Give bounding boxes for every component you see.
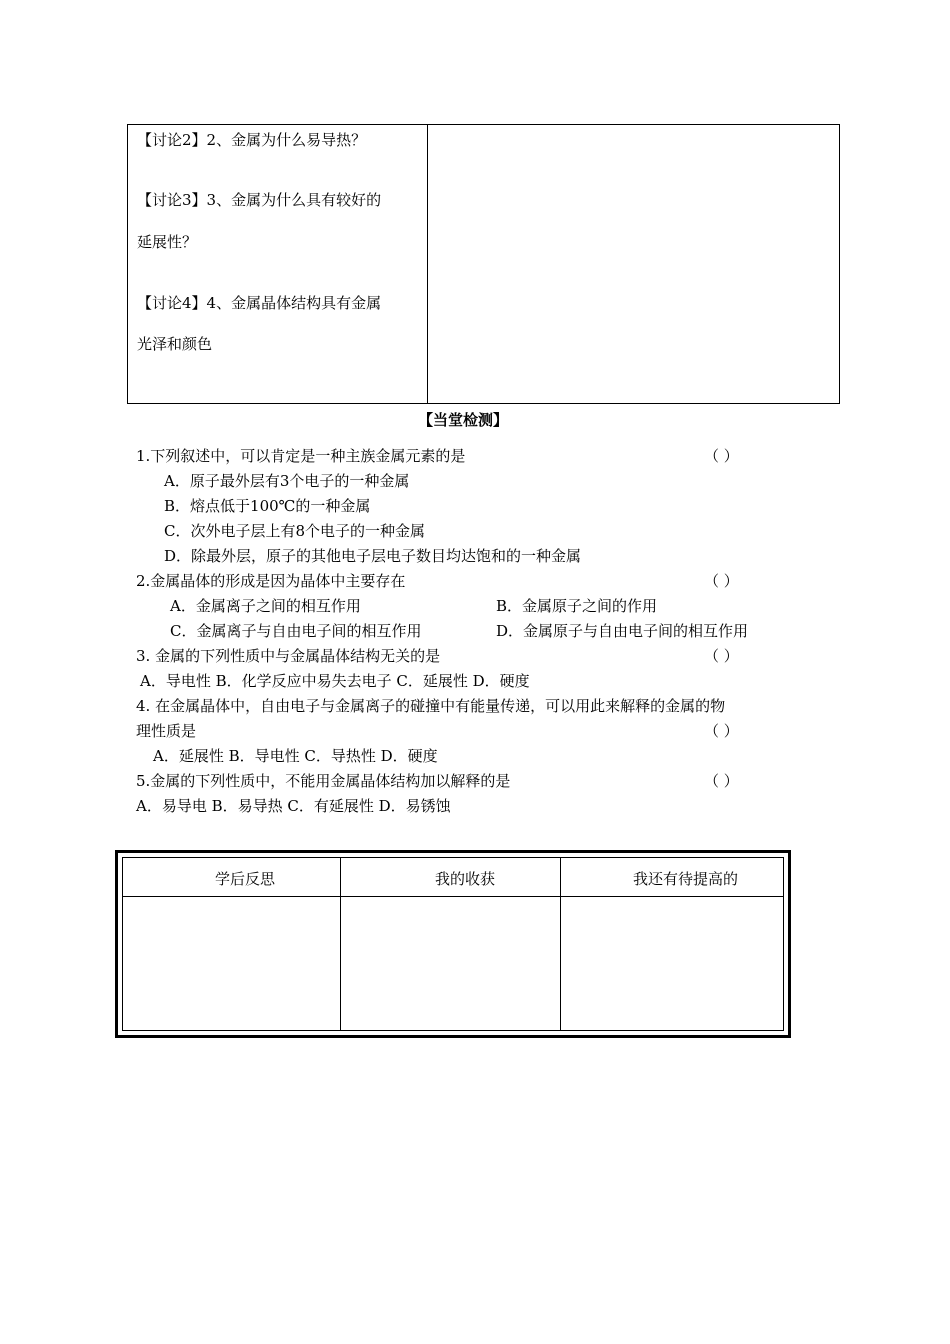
q2-option-a: A．金属离子之间的相互作用 <box>170 597 361 615</box>
discussion-3: 【讨论3】3、金属为什么具有较好的 <box>137 191 382 209</box>
q4-options: A．延展性 B．导电性 C．导热性 D．硬度 <box>153 747 438 765</box>
answer-blank-4: （ ） <box>704 722 739 740</box>
reflection-table-inner <box>122 857 784 1031</box>
q1-option-d: D．除最外层，原子的其他电子层电子数目均达饱和的一种金属 <box>164 547 582 565</box>
answer-blank-5: （ ） <box>704 772 739 790</box>
q2-option-d: D．金属原子与自由电子间的相互作用 <box>496 622 749 640</box>
question-5: 5.金属的下列性质中，不能用金属晶体结构加以解释的是 <box>136 772 511 790</box>
reflection-header-divider <box>123 896 783 897</box>
q2-option-b: B．金属原子之间的作用 <box>496 597 658 615</box>
question-4-cont: 理性质是 <box>136 722 197 740</box>
question-3: 3. 金属的下列性质中与金属晶体结构无关的是 <box>136 647 441 665</box>
header-reflection: 学后反思 <box>215 870 276 888</box>
q1-option-a: A．原子最外层有3个电子的一种金属 <box>164 472 410 490</box>
answer-blank-1: （ ） <box>704 447 739 465</box>
reflection-col-divider-2 <box>560 858 561 1030</box>
discussion-4: 【讨论4】4、金属晶体结构具有金属 <box>137 294 382 312</box>
answer-blank-2: （ ） <box>704 572 739 590</box>
header-gains: 我的收获 <box>435 870 496 888</box>
question-1: 1.下列叙述中，可以肯定是一种主族金属元素的是 <box>136 447 466 465</box>
answer-blank-3: （ ） <box>704 647 739 665</box>
q1-option-c: C．次外电子层上有8个电子的一种金属 <box>164 522 426 540</box>
discussion-table <box>127 124 840 404</box>
question-4: 4. 在金属晶体中，自由电子与金属离子的碰撞中有能量传递，可以用此来解释的金属的物 <box>136 697 726 715</box>
reflection-col-divider-1 <box>340 858 341 1030</box>
question-2: 2.金属晶体的形成是因为晶体中主要存在 <box>136 572 406 590</box>
discussion-4-cont: 光泽和颜色 <box>137 335 213 353</box>
header-to-improve: 我还有待提高的 <box>633 870 739 888</box>
q5-options: A．易导电 B．易导热 C．有延展性 D．易锈蚀 <box>136 797 451 815</box>
section-title: 【当堂检测】 <box>418 411 509 429</box>
reflection-table <box>115 850 791 1038</box>
discussion-2: 【讨论2】2、金属为什么易导热？ <box>137 131 367 149</box>
q3-options: A．导电性 B．化学反应中易失去电子 C．延展性 D．硬度 <box>140 672 530 690</box>
q1-option-b: B．熔点低于100℃的一种金属 <box>164 497 371 515</box>
q2-option-c: C．金属离子与自由电子间的相互作用 <box>170 622 422 640</box>
table-divider <box>427 125 428 403</box>
discussion-3-cont: 延展性？ <box>137 233 198 251</box>
